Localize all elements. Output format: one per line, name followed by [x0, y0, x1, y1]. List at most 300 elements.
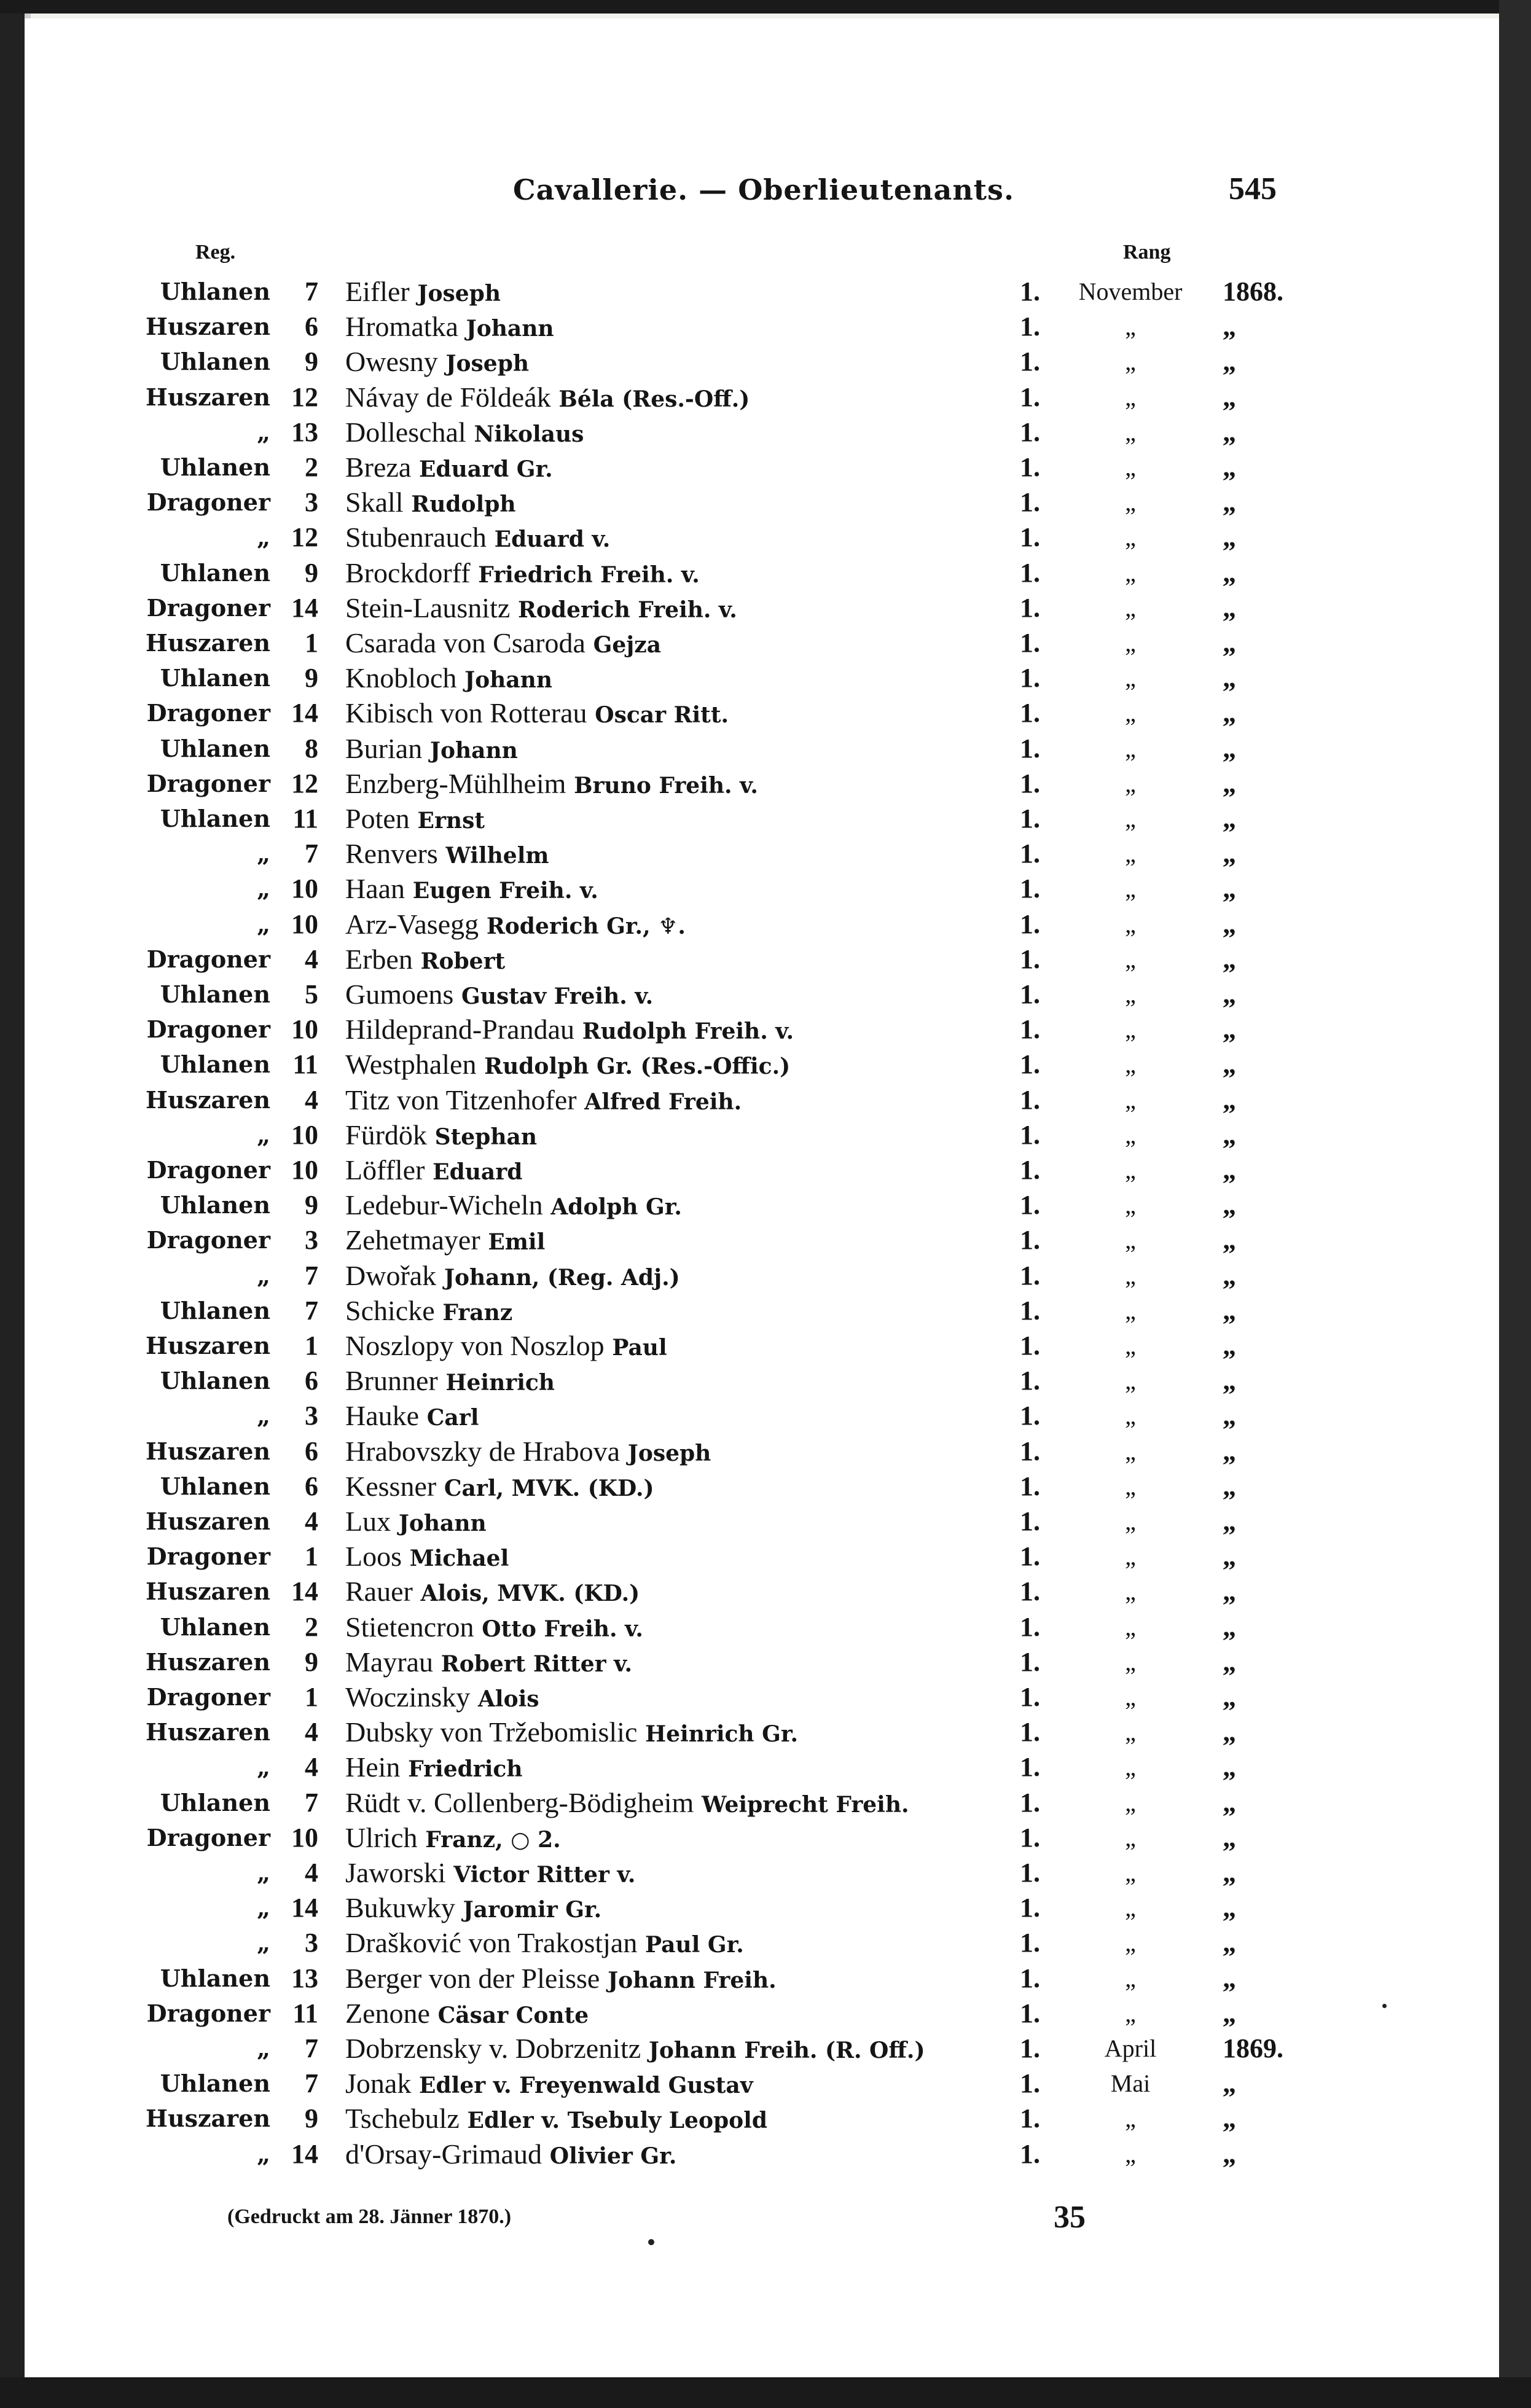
surname: Kessner: [345, 1470, 437, 1502]
rank-day: 1.: [1020, 1366, 1040, 1396]
given-name: Rudolph: [411, 491, 516, 518]
officer-name: [345, 415, 1018, 452]
rank-day: 1.: [1020, 1998, 1040, 2028]
rank-day: 1.: [1020, 1893, 1040, 1923]
given-name: Johann, (Reg. Adj.): [444, 1264, 680, 1291]
rank-month: „: [1125, 1648, 1136, 1676]
officer-name: [345, 520, 1018, 557]
given-name: Friedrich Freih. v.: [478, 561, 700, 588]
regiment-number: 6: [305, 1366, 318, 1396]
surname: Loos: [345, 1541, 402, 1573]
rank-day: 1.: [1020, 1506, 1040, 1536]
regiment-type: „: [257, 1894, 270, 1922]
officer-row: [0, 1890, 1531, 1925]
officer-row: [0, 836, 1531, 871]
rank-year: „: [1223, 1084, 1236, 1115]
regiment-type: Dragoner: [146, 1015, 270, 1044]
officer-row: [0, 274, 1531, 309]
rank-year: „: [1223, 2103, 1236, 2134]
rank-month: „: [1125, 945, 1136, 973]
officer-row: [0, 555, 1531, 590]
surname: Rauer: [345, 1576, 413, 1608]
officer-name: [345, 1363, 1018, 1401]
rank-month: „: [1125, 1823, 1136, 1851]
given-name: Eduard v.: [494, 526, 611, 553]
regiment-type: „: [257, 1753, 270, 1781]
regiment-type: Dragoner: [146, 1542, 270, 1571]
rank-year: 1868.: [1223, 276, 1283, 307]
rank-year: „: [1223, 768, 1236, 799]
officer-name: [345, 1925, 1018, 1963]
officer-name: [345, 625, 1018, 663]
officer-name: [345, 836, 1018, 874]
officer-row: [0, 1855, 1531, 1890]
rank-day: 1.: [1020, 628, 1040, 658]
regiment-number: 1: [305, 628, 318, 658]
given-name: Emil: [488, 1229, 546, 1256]
officer-row: [0, 907, 1531, 942]
rank-month: „: [1125, 488, 1136, 517]
rank-day: 1.: [1020, 1471, 1040, 1501]
officer-name: [345, 1187, 1018, 1225]
rank-day: 1.: [1020, 2033, 1040, 2063]
rank-year: „: [1223, 381, 1236, 412]
regiment-number: 13: [291, 416, 318, 447]
given-name: Victor Ritter v.: [453, 1862, 636, 1888]
page-title: Cavallerie. — Oberlieutenants.: [513, 173, 1014, 206]
rank-month: „: [1125, 418, 1136, 446]
surname: Bukuwky: [345, 1892, 455, 1924]
given-name: Johann: [429, 737, 518, 764]
given-name: Alois, MVK. (KD.): [420, 1581, 640, 1607]
rank-day: 1.: [1020, 768, 1040, 799]
regiment-number: 14: [291, 592, 318, 623]
rank-day: 1.: [1020, 1190, 1040, 1221]
surname: Poten: [345, 803, 410, 834]
regiment-number: 10: [291, 1014, 318, 1045]
surname: Dobrzensky v. Dobrzenitz: [345, 2033, 641, 2064]
regiment-number: 11: [292, 1998, 318, 2028]
rank-day: 1.: [1020, 1963, 1040, 1993]
rank-day: 1.: [1020, 1682, 1040, 1712]
officer-row: [0, 1749, 1531, 1784]
officer-name: [345, 1996, 1018, 2033]
rank-day: 1.: [1020, 1119, 1040, 1150]
officer-row: [0, 1398, 1531, 1433]
officer-row: [0, 1539, 1531, 1574]
officer-row: [0, 309, 1531, 344]
regiment-number: 14: [291, 698, 318, 729]
given-name: Paul Gr.: [645, 1932, 744, 1958]
officer-name: [345, 731, 1018, 768]
officer-row: [0, 942, 1531, 977]
rank-year: „: [1223, 1998, 1236, 2028]
rank-year: „: [1223, 2138, 1236, 2169]
rank-month: „: [1125, 910, 1136, 938]
rank-year: „: [1223, 1014, 1236, 1045]
rank-month: „: [1125, 383, 1136, 411]
rank-month: „: [1125, 629, 1136, 657]
given-name: Nikolaus: [474, 421, 584, 447]
officer-row: [0, 1293, 1531, 1328]
surname: Dwořak: [345, 1259, 437, 1291]
rank-year: „: [1223, 1366, 1236, 1396]
regiment-number: 6: [305, 1436, 318, 1466]
rank-day: 1.: [1020, 838, 1040, 869]
regiment-type: „: [257, 523, 270, 552]
officer-row: [0, 1996, 1531, 2031]
regiment-number: 3: [305, 1225, 318, 1256]
officer-row: [0, 766, 1531, 801]
ink-speck: [648, 2239, 654, 2245]
surname: Renvers: [345, 838, 438, 870]
officer-name: [345, 1679, 1018, 1717]
surname: Dubsky von Tržebomislic: [345, 1716, 638, 1748]
regiment-number: 4: [305, 944, 318, 974]
rank-year: „: [1223, 311, 1236, 342]
regiment-type: Uhlanen: [160, 348, 270, 376]
given-name: Bruno Freih. v.: [574, 772, 758, 799]
officer-row: [0, 2066, 1531, 2101]
surname: Stein-Lausnitz: [345, 592, 511, 624]
officer-name: [345, 801, 1018, 838]
given-name: Friedrich: [408, 1756, 523, 1783]
rank-day: 1.: [1020, 1576, 1040, 1607]
rank-month: „: [1125, 1859, 1136, 1886]
rank-day: 1.: [1020, 276, 1040, 307]
surname: Brockdorff: [345, 557, 471, 588]
surname: Knobloch: [345, 662, 457, 694]
given-name: Ernst: [417, 808, 485, 834]
regiment-type: Huszaren: [146, 1507, 270, 1535]
regiment-type: Uhlanen: [160, 1191, 270, 1219]
officer-row: [0, 1258, 1531, 1293]
regiment-number: 5: [305, 979, 318, 1009]
surname: Jonak: [345, 2068, 412, 2100]
officer-name: [345, 1222, 1018, 1260]
regiment-number: 3: [305, 1928, 318, 1958]
rank-month: „: [1125, 1296, 1136, 1324]
regiment-number: 9: [305, 1190, 318, 1221]
given-name: Robert Ritter v.: [441, 1651, 633, 1677]
regiment-type: Huszaren: [146, 1332, 270, 1359]
rank-year: „: [1223, 979, 1236, 1009]
regiment-type: Dragoner: [146, 593, 270, 622]
scan-top-edge: [0, 0, 1531, 14]
rank-year: „: [1223, 1436, 1236, 1466]
officer-row: [0, 1504, 1531, 1539]
officer-name: [345, 1117, 1018, 1155]
officer-name: [345, 344, 1018, 381]
surname: Csarada von Csaroda: [345, 627, 585, 659]
rank-month: „: [1125, 1507, 1136, 1535]
surname: Eifler: [345, 276, 410, 307]
officer-row: [0, 1469, 1531, 1504]
given-name: Carl: [426, 1405, 479, 1431]
regiment-number: 10: [291, 1119, 318, 1150]
officer-row: [0, 520, 1531, 555]
surname: Burian: [345, 732, 423, 764]
regiment-type: Dragoner: [146, 945, 270, 973]
officer-row: [0, 485, 1531, 520]
officer-row: [0, 1434, 1531, 1469]
given-name: Paul: [612, 1335, 667, 1361]
officer-name: [345, 1434, 1018, 1471]
regiment-type: Dragoner: [146, 699, 270, 727]
rank-year: „: [1223, 1331, 1236, 1361]
rank-day: 1.: [1020, 2138, 1040, 2169]
rank-month: „: [1125, 1226, 1136, 1254]
rank-month: „: [1125, 1718, 1136, 1746]
officer-row: [0, 1925, 1531, 1960]
rank-month: „: [1125, 1367, 1136, 1395]
regiment-number: 4: [305, 1717, 318, 1748]
rank-month: „: [1125, 1964, 1136, 1992]
given-name: Johann: [466, 316, 554, 342]
officer-name: [345, 1574, 1018, 1611]
officer-row: [0, 801, 1531, 836]
rank-year: „: [1223, 733, 1236, 764]
officer-row: [0, 1679, 1531, 1714]
rank-year: „: [1223, 1190, 1236, 1221]
surname: Lux: [345, 1506, 391, 1537]
officer-name: [345, 1609, 1018, 1647]
rank-year: „: [1223, 1611, 1236, 1642]
officer-name: [345, 555, 1018, 593]
regiment-type: „: [257, 1859, 270, 1886]
given-name: Johann: [398, 1511, 487, 1536]
regiment-type: Uhlanen: [160, 2070, 270, 2098]
regiment-number: 4: [305, 1858, 318, 1888]
given-name: Robert: [420, 948, 506, 974]
regiment-type: Huszaren: [146, 383, 270, 411]
rank-month: „: [1125, 1156, 1136, 1184]
given-name: Eduard: [433, 1159, 523, 1185]
rank-day: 1.: [1020, 909, 1040, 939]
rank-year: „: [1223, 487, 1236, 518]
rank-day: 1.: [1020, 1752, 1040, 1783]
officer-row: [0, 1328, 1531, 1363]
rank-month: „: [1125, 313, 1136, 341]
officer-name: [345, 942, 1018, 979]
regiment-type: Huszaren: [146, 313, 270, 341]
given-name: Alfred Freih.: [584, 1089, 742, 1115]
signature-mark: 35: [1054, 2200, 1086, 2235]
rank-year: „: [1223, 1295, 1236, 1326]
officer-name: [345, 871, 1018, 909]
regiment-number: 2: [305, 1611, 318, 1642]
rank-month: „: [1125, 1788, 1136, 1816]
rank-day: 1.: [1020, 698, 1040, 729]
regiment-number: 8: [305, 733, 318, 764]
officer-row: [0, 1785, 1531, 1820]
rank-year: „: [1223, 416, 1236, 447]
rank-day: 1.: [1020, 1822, 1040, 1853]
rank-month: „: [1125, 1894, 1136, 1922]
regiment-number: 14: [291, 1893, 318, 1923]
officer-name: [345, 1293, 1018, 1331]
officer-row: [0, 380, 1531, 415]
rank-month: „: [1125, 840, 1136, 868]
regiment-type: Huszaren: [146, 1437, 270, 1465]
officer-name: [345, 1152, 1018, 1190]
given-name: Michael: [409, 1546, 509, 1572]
surname: Westphalen: [345, 1049, 477, 1081]
given-name: Carl, MVK. (KD.): [444, 1475, 654, 1501]
regiment-type: Uhlanen: [160, 1612, 270, 1641]
rank-month: Mai: [1110, 2070, 1151, 2098]
regiment-type: Uhlanen: [160, 278, 270, 305]
surname: Hildeprand-Prandau: [345, 1014, 574, 1046]
regiment-type: Dragoner: [146, 1999, 270, 2027]
officer-name: [345, 1469, 1018, 1506]
surname: Stubenrauch: [345, 522, 487, 553]
regiment-number: 10: [291, 1822, 318, 1853]
rank-year: „: [1223, 803, 1236, 834]
rank-month: „: [1125, 1472, 1136, 1500]
rank-year: „: [1223, 1646, 1236, 1677]
surname: Haan: [345, 873, 405, 905]
regiment-number: 3: [305, 1401, 318, 1431]
rank-day: 1.: [1020, 1084, 1040, 1115]
given-name: Gejza: [593, 632, 662, 658]
rank-month: „: [1125, 1332, 1136, 1359]
surname: Dolleschal: [345, 416, 466, 448]
regiment-number: 10: [291, 874, 318, 904]
surname: Owesny: [345, 346, 438, 378]
given-name: Adolph Gr.: [550, 1194, 682, 1221]
rank-month: „: [1125, 1612, 1136, 1641]
regiment-type: „: [257, 910, 270, 938]
regiment-number: 10: [291, 909, 318, 939]
regiment-type: Dragoner: [146, 1156, 270, 1184]
rank-month: „: [1125, 558, 1136, 587]
rank-day: 1.: [1020, 803, 1040, 834]
rank-month: „: [1125, 1683, 1136, 1711]
rank-day: 1.: [1020, 416, 1040, 447]
officer-name: [345, 1820, 1018, 1858]
rank-day: 1.: [1020, 2103, 1040, 2134]
regiment-number: 4: [305, 1506, 318, 1536]
officer-name: [345, 1082, 1018, 1120]
surname: Hrabovszky de Hrabova: [345, 1435, 621, 1467]
regiment-type: Uhlanen: [160, 664, 270, 692]
officer-row: [0, 1574, 1531, 1609]
rank-day: 1.: [1020, 452, 1040, 482]
regiment-type: „: [257, 1402, 270, 1430]
regiment-number: 9: [305, 346, 318, 377]
rank-year: „: [1223, 1787, 1236, 1818]
rank-year: „: [1223, 1155, 1236, 1185]
surname: Schicke: [345, 1294, 435, 1326]
given-name: Johann Freih. (R. Off.): [648, 2038, 925, 2063]
officer-name: [345, 1785, 1018, 1823]
rank-year: „: [1223, 1822, 1236, 1853]
rank-day: 1.: [1020, 1295, 1040, 1326]
rank-month: „: [1125, 769, 1136, 797]
rank-day: 1.: [1020, 733, 1040, 764]
regiment-type: „: [257, 875, 270, 903]
rank-year: „: [1223, 1576, 1236, 1607]
surname: Erben: [345, 943, 413, 975]
officer-row: [0, 1609, 1531, 1644]
officer-name: [345, 977, 1018, 1014]
given-name: Stephan: [434, 1124, 538, 1150]
given-name: Heinrich: [445, 1370, 555, 1396]
officer-name: [345, 1398, 1018, 1436]
regiment-number: 2: [305, 452, 318, 482]
surname: Zehetmayer: [345, 1224, 480, 1256]
regiment-number: 1: [305, 1541, 318, 1572]
officer-name: [345, 309, 1018, 346]
rank-year: „: [1223, 1260, 1236, 1291]
officer-row: [0, 450, 1531, 485]
surname: Ledebur-Wicheln: [345, 1189, 543, 1221]
rank-month: „: [1125, 875, 1136, 903]
rank-month: „: [1125, 805, 1136, 832]
officer-name: [345, 1047, 1018, 1084]
surname: Noszlopy von Noszlop: [345, 1330, 605, 1361]
officer-row: [0, 1222, 1531, 1257]
officer-name: [345, 1539, 1018, 1576]
surname: Ulrich: [345, 1821, 418, 1853]
officer-row: [0, 344, 1531, 379]
regiment-number: 12: [291, 768, 318, 799]
regiment-number: 14: [291, 2138, 318, 2169]
rank-year: „: [1223, 663, 1236, 694]
given-name: Rudolph Freih. v.: [582, 1018, 794, 1045]
officer-row: [0, 1047, 1531, 1082]
rank-day: 1.: [1020, 2068, 1040, 2099]
officer-row: [0, 1152, 1531, 1187]
rank-month: „: [1125, 348, 1136, 376]
regiment-type: Uhlanen: [160, 1472, 270, 1500]
rank-year: „: [1223, 1401, 1236, 1431]
rank-year: „: [1223, 1752, 1236, 1783]
given-name: Roderich Gr., ♆.: [486, 913, 686, 939]
officer-name: [345, 590, 1018, 628]
rank-day: 1.: [1020, 1014, 1040, 1045]
surname: Titz von Titzenhofer: [345, 1084, 577, 1116]
officer-row: [0, 731, 1531, 766]
officer-name: [345, 2101, 1018, 2138]
regiment-number: 11: [292, 803, 318, 834]
rank-year: „: [1223, 698, 1236, 729]
surname: Fürdök: [345, 1119, 427, 1151]
rank-day: 1.: [1020, 557, 1040, 588]
given-name: Cäsar Conte: [437, 2002, 589, 2028]
officer-row: [0, 695, 1531, 730]
officer-name: [345, 1012, 1018, 1049]
officer-name: [345, 274, 1018, 311]
officer-name: [345, 1644, 1018, 1682]
surname: Hein: [345, 1751, 401, 1783]
given-name: Wilhelm: [445, 843, 549, 869]
given-name: Franz: [442, 1299, 513, 1326]
surname: Breza: [345, 452, 412, 483]
rank-year: „: [1223, 1717, 1236, 1748]
ink-speck: [1382, 2004, 1387, 2008]
regiment-type: Huszaren: [146, 1648, 270, 1676]
regiment-number: 9: [305, 557, 318, 588]
rank-day: 1.: [1020, 1717, 1040, 1748]
regiment-type: Huszaren: [146, 1718, 270, 1746]
surname: Drašković von Trakostjan: [345, 1927, 638, 1959]
regiment-type: Uhlanen: [160, 805, 270, 832]
rank-day: 1.: [1020, 874, 1040, 904]
rank-day: 1.: [1020, 1646, 1040, 1677]
regiment-type: „: [257, 840, 270, 868]
